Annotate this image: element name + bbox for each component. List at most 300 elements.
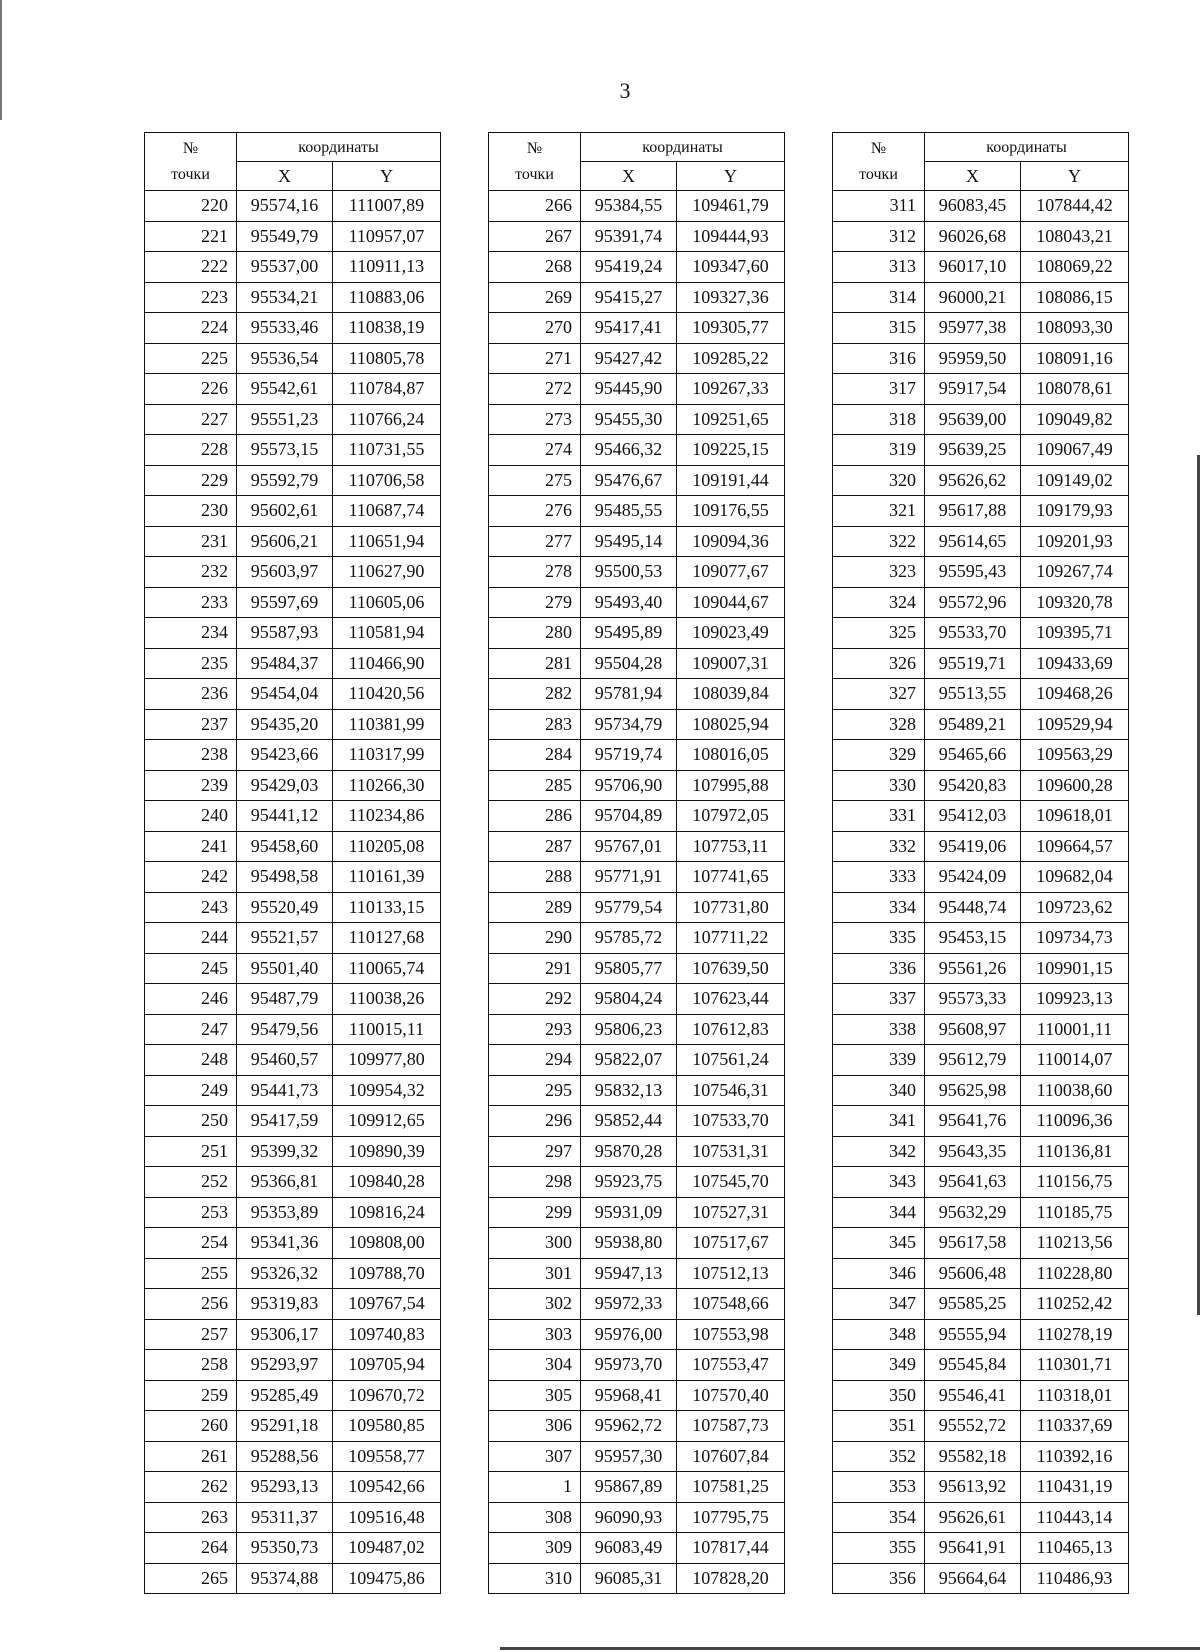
x-coordinate-cell: 95311,37 — [237, 1502, 333, 1533]
y-coordinate-cell: 107553,98 — [677, 1319, 785, 1350]
table-row — [833, 953, 1129, 984]
x-coordinate-cell: 95606,21 — [237, 526, 333, 557]
table-row — [833, 587, 1129, 618]
x-coordinate-cell: 95536,54 — [237, 343, 333, 374]
x-coordinate-cell: 96090,93 — [581, 1502, 677, 1533]
y-coordinate-cell: 110133,15 — [333, 892, 441, 923]
table-row — [833, 1258, 1129, 1289]
point-number-cell: 313 — [833, 252, 925, 283]
table-row — [833, 1289, 1129, 1320]
x-coordinate-cell: 95977,38 — [925, 313, 1021, 344]
y-coordinate-cell: 110161,39 — [333, 862, 441, 893]
y-coordinate-cell: 107607,84 — [677, 1441, 785, 1472]
y-coordinate-cell: 109682,04 — [1021, 862, 1129, 893]
x-coordinate-cell: 95521,57 — [237, 923, 333, 954]
y-coordinate-cell: 108086,15 — [1021, 282, 1129, 313]
table-row — [489, 1472, 785, 1503]
x-coordinate-cell: 95574,16 — [237, 191, 333, 222]
point-number-cell: 352 — [833, 1441, 925, 1472]
point-number-cell: 1 — [489, 1472, 581, 1503]
y-coordinate-cell: 109816,24 — [333, 1197, 441, 1228]
point-number-cell: 292 — [489, 984, 581, 1015]
table-row — [833, 1411, 1129, 1442]
x-coordinate-cell: 95573,33 — [925, 984, 1021, 1015]
x-coordinate-cell: 95779,54 — [581, 892, 677, 923]
point-number-cell: 244 — [145, 923, 237, 954]
point-number-cell: 275 — [489, 465, 581, 496]
table-row — [145, 1563, 441, 1594]
x-coordinate-cell: 95417,59 — [237, 1106, 333, 1137]
y-coordinate-cell: 107844,42 — [1021, 191, 1129, 222]
y-coordinate-cell: 107553,47 — [677, 1350, 785, 1381]
table-row — [145, 435, 441, 466]
y-coordinate-cell: 109267,74 — [1021, 557, 1129, 588]
table-row — [489, 1014, 785, 1045]
table-row — [489, 953, 785, 984]
point-number-cell: 269 — [489, 282, 581, 313]
y-coordinate-cell: 109267,33 — [677, 374, 785, 405]
x-coordinate-cell: 95458,60 — [237, 831, 333, 862]
point-number-cell: 248 — [145, 1045, 237, 1076]
point-number-cell: 311 — [833, 191, 925, 222]
y-coordinate-cell: 108091,16 — [1021, 343, 1129, 374]
x-coordinate-cell: 95501,40 — [237, 953, 333, 984]
x-coordinate-cell: 95429,03 — [237, 770, 333, 801]
x-coordinate-cell: 96026,68 — [925, 221, 1021, 252]
table-row — [833, 648, 1129, 679]
y-coordinate-cell: 110581,94 — [333, 618, 441, 649]
x-coordinate-cell: 95805,77 — [581, 953, 677, 984]
point-number-cell: 242 — [145, 862, 237, 893]
x-coordinate-cell: 95595,43 — [925, 557, 1021, 588]
table-row — [145, 1380, 441, 1411]
y-coordinate-cell: 109347,60 — [677, 252, 785, 283]
table-row — [489, 1045, 785, 1076]
table-row — [145, 740, 441, 771]
table-row — [489, 1258, 785, 1289]
x-coordinate-cell: 96083,49 — [581, 1533, 677, 1564]
y-coordinate-cell: 107533,70 — [677, 1106, 785, 1137]
table-row — [833, 221, 1129, 252]
x-coordinate-cell: 95391,74 — [581, 221, 677, 252]
point-number-cell: 253 — [145, 1197, 237, 1228]
x-coordinate-cell: 95399,32 — [237, 1136, 333, 1167]
y-coordinate-cell: 110443,14 — [1021, 1502, 1129, 1533]
point-number-cell: 308 — [489, 1502, 581, 1533]
y-coordinate-cell: 107570,40 — [677, 1380, 785, 1411]
y-coordinate-cell: 109767,54 — [333, 1289, 441, 1320]
table-row — [833, 1319, 1129, 1350]
y-coordinate-cell: 110466,90 — [333, 648, 441, 679]
x-coordinate-cell: 95551,23 — [237, 404, 333, 435]
x-coordinate-cell: 95504,28 — [581, 648, 677, 679]
table-row — [145, 587, 441, 618]
point-number-cell: 344 — [833, 1197, 925, 1228]
y-coordinate-cell: 107731,80 — [677, 892, 785, 923]
table-row — [145, 770, 441, 801]
point-number-cell: 327 — [833, 679, 925, 710]
point-number-cell: 315 — [833, 313, 925, 344]
x-coordinate-cell: 95603,97 — [237, 557, 333, 588]
point-number-cell: 258 — [145, 1350, 237, 1381]
table-row — [833, 496, 1129, 527]
x-coordinate-cell: 95976,00 — [581, 1319, 677, 1350]
y-coordinate-cell: 109094,36 — [677, 526, 785, 557]
point-number-cell: 328 — [833, 709, 925, 740]
point-number-cell: 284 — [489, 740, 581, 771]
y-coordinate-cell: 109734,73 — [1021, 923, 1129, 954]
table-row — [145, 1411, 441, 1442]
table-row — [833, 343, 1129, 374]
y-coordinate-cell: 110096,36 — [1021, 1106, 1129, 1137]
y-coordinate-cell: 110038,26 — [333, 984, 441, 1015]
y-coordinate-cell: 109487,02 — [333, 1533, 441, 1564]
table-row — [833, 557, 1129, 588]
y-coordinate-cell: 109580,85 — [333, 1411, 441, 1442]
point-number-cell: 268 — [489, 252, 581, 283]
y-coordinate-cell: 110185,75 — [1021, 1197, 1129, 1228]
point-number-cell: 228 — [145, 435, 237, 466]
y-coordinate-cell: 107817,44 — [677, 1533, 785, 1564]
y-coordinate-cell: 109191,44 — [677, 465, 785, 496]
x-coordinate-cell: 95495,14 — [581, 526, 677, 557]
point-number-cell: 245 — [145, 953, 237, 984]
x-coordinate-cell: 95785,72 — [581, 923, 677, 954]
point-number-cell: 325 — [833, 618, 925, 649]
point-number-cell: 317 — [833, 374, 925, 405]
point-number-cell: 316 — [833, 343, 925, 374]
point-number-cell: 294 — [489, 1045, 581, 1076]
x-coordinate-cell: 95822,07 — [581, 1045, 677, 1076]
y-coordinate-cell: 109049,82 — [1021, 404, 1129, 435]
point-number-cell: 222 — [145, 252, 237, 283]
point-number-cell: 261 — [145, 1441, 237, 1472]
y-coordinate-cell: 110252,42 — [1021, 1289, 1129, 1320]
point-number-header — [833, 133, 925, 191]
table-row — [145, 801, 441, 832]
x-coordinate-cell: 95445,90 — [581, 374, 677, 405]
y-coordinate-cell: 110465,13 — [1021, 1533, 1129, 1564]
x-coordinate-cell: 95804,24 — [581, 984, 677, 1015]
table-row — [145, 252, 441, 283]
point-number-cell: 350 — [833, 1380, 925, 1411]
x-coordinate-cell: 95479,56 — [237, 1014, 333, 1045]
table-row — [833, 404, 1129, 435]
x-header: X — [237, 162, 333, 191]
x-coordinate-cell: 95832,13 — [581, 1075, 677, 1106]
y-coordinate-cell: 107546,31 — [677, 1075, 785, 1106]
table-row — [489, 1411, 785, 1442]
number-sign-label: № — [870, 139, 887, 157]
point-number-cell: 270 — [489, 313, 581, 344]
table-row — [833, 1197, 1129, 1228]
table-row — [489, 770, 785, 801]
point-number-cell: 243 — [145, 892, 237, 923]
y-coordinate-cell: 109320,78 — [1021, 587, 1129, 618]
point-label: точки — [859, 165, 898, 183]
x-coordinate-cell: 95639,00 — [925, 404, 1021, 435]
y-coordinate-cell: 109529,94 — [1021, 709, 1129, 740]
y-coordinate-cell: 109670,72 — [333, 1380, 441, 1411]
x-coordinate-cell: 95423,66 — [237, 740, 333, 771]
x-coordinate-cell: 95435,20 — [237, 709, 333, 740]
table-row — [145, 1289, 441, 1320]
x-coordinate-cell: 95585,25 — [925, 1289, 1021, 1320]
y-coordinate-cell: 111007,89 — [333, 191, 441, 222]
x-coordinate-cell: 95285,49 — [237, 1380, 333, 1411]
x-coordinate-cell: 96085,31 — [581, 1563, 677, 1594]
x-coordinate-cell: 95632,29 — [925, 1197, 1021, 1228]
x-coordinate-cell: 95417,41 — [581, 313, 677, 344]
y-coordinate-cell: 110381,99 — [333, 709, 441, 740]
y-coordinate-cell: 108039,84 — [677, 679, 785, 710]
x-coordinate-cell: 95455,30 — [581, 404, 677, 435]
x-coordinate-cell: 95608,97 — [925, 1014, 1021, 1045]
x-coordinate-cell: 95612,79 — [925, 1045, 1021, 1076]
table-row — [145, 1167, 441, 1198]
table-row — [833, 1045, 1129, 1076]
table-row — [145, 1319, 441, 1350]
table-row — [489, 831, 785, 862]
x-coordinate-cell: 95771,91 — [581, 862, 677, 893]
table-row — [833, 1533, 1129, 1564]
point-number-cell: 233 — [145, 587, 237, 618]
table-row — [145, 648, 441, 679]
point-number-cell: 235 — [145, 648, 237, 679]
x-coordinate-cell: 95415,27 — [581, 282, 677, 313]
y-coordinate-cell: 110136,81 — [1021, 1136, 1129, 1167]
x-coordinate-cell: 95968,41 — [581, 1380, 677, 1411]
y-coordinate-cell: 110266,30 — [333, 770, 441, 801]
table-row — [145, 618, 441, 649]
point-number-cell: 338 — [833, 1014, 925, 1045]
table-row — [489, 557, 785, 588]
point-number-cell: 276 — [489, 496, 581, 527]
table-row — [489, 1228, 785, 1259]
y-coordinate-cell: 110392,16 — [1021, 1441, 1129, 1472]
table-row — [145, 1197, 441, 1228]
y-coordinate-cell: 110627,90 — [333, 557, 441, 588]
y-coordinate-cell: 110156,75 — [1021, 1167, 1129, 1198]
table-row — [489, 252, 785, 283]
point-number-cell: 231 — [145, 526, 237, 557]
table-row — [489, 892, 785, 923]
y-coordinate-cell: 109664,57 — [1021, 831, 1129, 862]
y-header: Y — [333, 162, 441, 191]
point-number-cell: 324 — [833, 587, 925, 618]
table-row — [145, 1533, 441, 1564]
point-number-cell: 289 — [489, 892, 581, 923]
x-coordinate-cell: 95597,69 — [237, 587, 333, 618]
x-coordinate-cell: 95592,79 — [237, 465, 333, 496]
point-number-cell: 296 — [489, 1106, 581, 1137]
point-number-cell: 230 — [145, 496, 237, 527]
table-row — [145, 191, 441, 222]
y-coordinate-cell: 109444,93 — [677, 221, 785, 252]
point-number-cell: 298 — [489, 1167, 581, 1198]
y-coordinate-cell: 110301,71 — [1021, 1350, 1129, 1381]
table-row — [833, 526, 1129, 557]
point-number-cell: 266 — [489, 191, 581, 222]
table-row — [489, 984, 785, 1015]
table-row — [145, 1472, 441, 1503]
point-number-cell: 336 — [833, 953, 925, 984]
y-coordinate-cell: 109977,80 — [333, 1045, 441, 1076]
point-number-cell: 224 — [145, 313, 237, 344]
x-coordinate-cell: 95957,30 — [581, 1441, 677, 1472]
table-row — [489, 740, 785, 771]
x-coordinate-cell: 95545,84 — [925, 1350, 1021, 1381]
point-label: точки — [515, 165, 554, 183]
y-coordinate-cell: 110038,60 — [1021, 1075, 1129, 1106]
y-header: Y — [1021, 162, 1129, 191]
table-row — [489, 282, 785, 313]
point-number-cell: 326 — [833, 648, 925, 679]
x-coordinate-cell: 95495,89 — [581, 618, 677, 649]
y-coordinate-cell: 110205,08 — [333, 831, 441, 862]
table-row — [489, 343, 785, 374]
y-coordinate-cell: 107972,05 — [677, 801, 785, 832]
point-number-cell: 349 — [833, 1350, 925, 1381]
point-number-cell: 290 — [489, 923, 581, 954]
y-coordinate-cell: 110318,01 — [1021, 1380, 1129, 1411]
table-row — [145, 1350, 441, 1381]
point-number-cell: 249 — [145, 1075, 237, 1106]
table-row — [145, 1045, 441, 1076]
point-number-cell: 346 — [833, 1258, 925, 1289]
table-row — [833, 1441, 1129, 1472]
x-coordinate-cell: 95485,55 — [581, 496, 677, 527]
table-row — [489, 191, 785, 222]
x-coordinate-cell: 95664,64 — [925, 1563, 1021, 1594]
y-coordinate-cell: 110014,07 — [1021, 1045, 1129, 1076]
y-coordinate-cell: 109225,15 — [677, 435, 785, 466]
point-number-cell: 265 — [145, 1563, 237, 1594]
y-coordinate-cell: 107517,67 — [677, 1228, 785, 1259]
x-coordinate-cell: 95424,09 — [925, 862, 1021, 893]
point-number-cell: 280 — [489, 618, 581, 649]
point-number-cell: 331 — [833, 801, 925, 832]
x-coordinate-cell: 95384,55 — [581, 191, 677, 222]
table-row — [489, 1319, 785, 1350]
y-coordinate-cell: 109077,67 — [677, 557, 785, 588]
y-coordinate-cell: 109461,79 — [677, 191, 785, 222]
point-number-cell: 238 — [145, 740, 237, 771]
table-row — [489, 923, 785, 954]
x-coordinate-cell: 95947,13 — [581, 1258, 677, 1289]
y-coordinate-cell: 110784,87 — [333, 374, 441, 405]
table-row — [145, 221, 441, 252]
point-number-header — [145, 133, 237, 191]
point-number-cell: 319 — [833, 435, 925, 466]
y-coordinate-cell: 110766,24 — [333, 404, 441, 435]
table-row — [145, 709, 441, 740]
y-coordinate-cell: 109179,93 — [1021, 496, 1129, 527]
y-coordinate-cell: 109740,83 — [333, 1319, 441, 1350]
scan-edge-bottom — [500, 1647, 1200, 1650]
x-coordinate-cell: 95427,42 — [581, 343, 677, 374]
y-coordinate-cell: 110420,56 — [333, 679, 441, 710]
y-coordinate-cell: 109023,49 — [677, 618, 785, 649]
point-number-cell: 240 — [145, 801, 237, 832]
point-number-cell: 263 — [145, 1502, 237, 1533]
y-coordinate-cell: 110127,68 — [333, 923, 441, 954]
table-row — [145, 557, 441, 588]
point-number-cell: 225 — [145, 343, 237, 374]
x-coordinate-cell: 95643,35 — [925, 1136, 1021, 1167]
x-coordinate-cell: 95306,17 — [237, 1319, 333, 1350]
table-row — [489, 1441, 785, 1472]
table-row — [145, 862, 441, 893]
point-number-cell: 304 — [489, 1350, 581, 1381]
y-coordinate-cell: 109201,93 — [1021, 526, 1129, 557]
coordinates-table-2 — [488, 132, 785, 1594]
x-coordinate-cell: 95959,50 — [925, 343, 1021, 374]
table-row — [489, 313, 785, 344]
x-coordinate-cell: 95498,58 — [237, 862, 333, 893]
y-coordinate-cell: 107612,83 — [677, 1014, 785, 1045]
y-coordinate-cell: 109542,66 — [333, 1472, 441, 1503]
y-coordinate-cell: 109563,29 — [1021, 740, 1129, 771]
point-number-cell: 293 — [489, 1014, 581, 1045]
x-coordinate-cell: 95537,00 — [237, 252, 333, 283]
point-number-cell: 348 — [833, 1319, 925, 1350]
point-number-cell: 283 — [489, 709, 581, 740]
y-coordinate-cell: 110883,06 — [333, 282, 441, 313]
y-coordinate-cell: 107753,11 — [677, 831, 785, 862]
x-coordinate-cell: 95626,61 — [925, 1502, 1021, 1533]
table-row — [145, 1228, 441, 1259]
x-coordinate-cell: 95641,63 — [925, 1167, 1021, 1198]
y-coordinate-cell: 109723,62 — [1021, 892, 1129, 923]
y-coordinate-cell: 109618,01 — [1021, 801, 1129, 832]
y-coordinate-cell: 109251,65 — [677, 404, 785, 435]
table-row — [145, 1106, 441, 1137]
point-number-cell: 356 — [833, 1563, 925, 1594]
y-coordinate-cell: 109007,31 — [677, 648, 785, 679]
x-coordinate-cell: 95484,37 — [237, 648, 333, 679]
x-coordinate-cell: 95641,76 — [925, 1106, 1021, 1137]
x-coordinate-cell: 95641,91 — [925, 1533, 1021, 1564]
point-number-cell: 271 — [489, 343, 581, 374]
point-number-cell: 278 — [489, 557, 581, 588]
x-coordinate-cell: 95533,46 — [237, 313, 333, 344]
x-coordinate-cell: 95534,21 — [237, 282, 333, 313]
y-coordinate-cell: 109923,13 — [1021, 984, 1129, 1015]
x-coordinate-cell: 95291,18 — [237, 1411, 333, 1442]
x-coordinate-cell: 95587,93 — [237, 618, 333, 649]
table-row — [145, 465, 441, 496]
table-row — [833, 618, 1129, 649]
x-coordinate-cell: 95561,26 — [925, 953, 1021, 984]
table-row — [833, 831, 1129, 862]
y-coordinate-cell: 107587,73 — [677, 1411, 785, 1442]
x-coordinate-cell: 95938,80 — [581, 1228, 677, 1259]
y-coordinate-cell: 107561,24 — [677, 1045, 785, 1076]
point-number-cell: 259 — [145, 1380, 237, 1411]
table-row — [833, 1228, 1129, 1259]
x-coordinate-cell: 95519,71 — [925, 648, 1021, 679]
table-row — [833, 770, 1129, 801]
point-number-cell: 288 — [489, 862, 581, 893]
table-row — [489, 862, 785, 893]
y-coordinate-cell: 107512,13 — [677, 1258, 785, 1289]
x-coordinate-cell: 95549,79 — [237, 221, 333, 252]
table-row — [833, 1136, 1129, 1167]
table-row — [833, 1350, 1129, 1381]
x-coordinate-cell: 95626,62 — [925, 465, 1021, 496]
point-number-cell: 333 — [833, 862, 925, 893]
